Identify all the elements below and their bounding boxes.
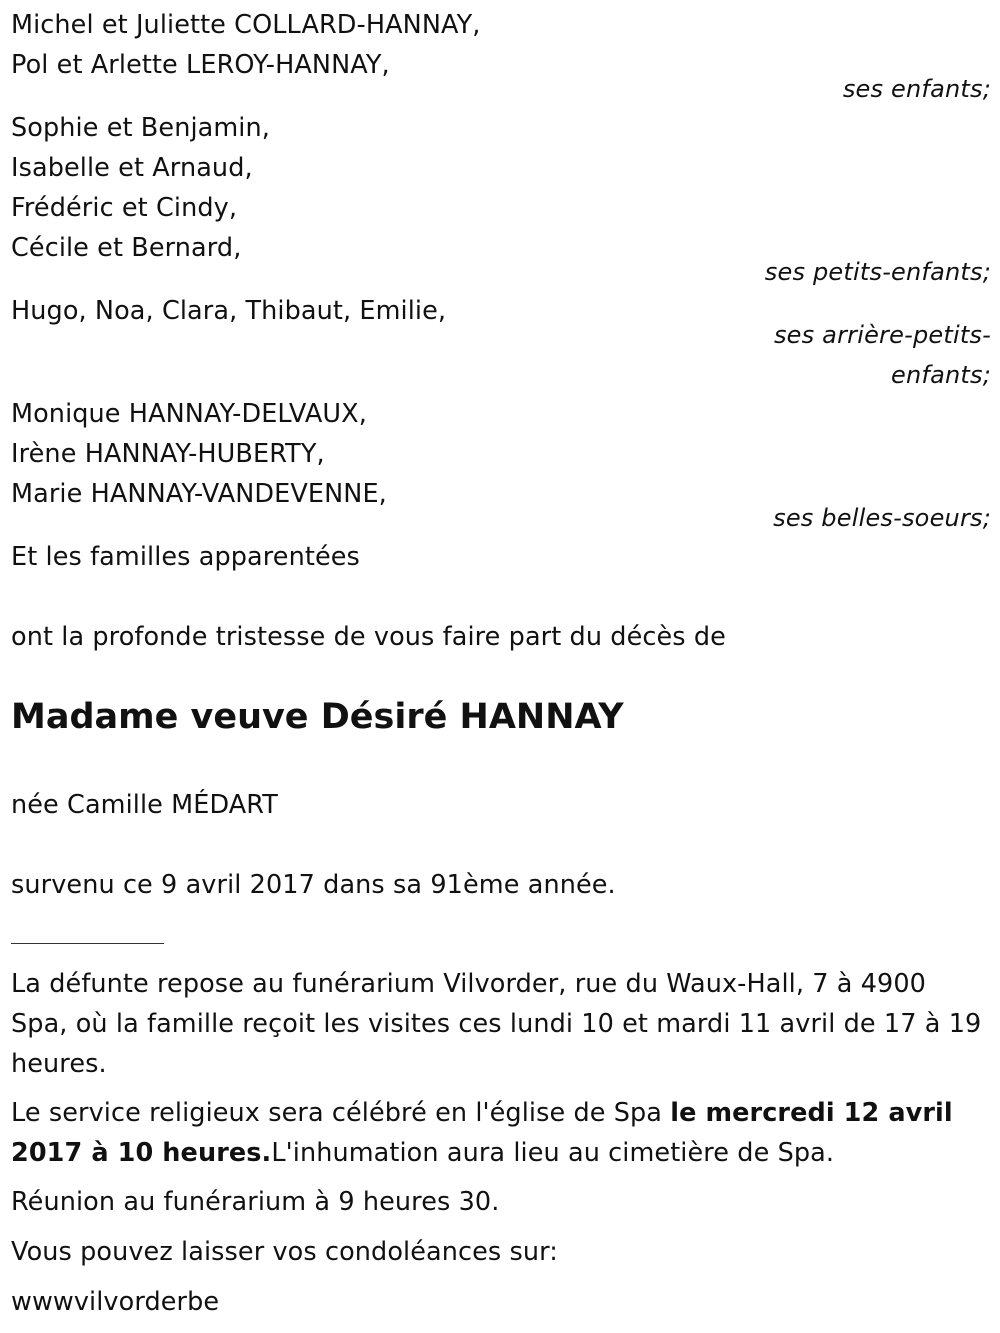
burial-text: L'inhumation aura lieu au cimetière de Spa. — [271, 1138, 835, 1168]
separator-line — [11, 943, 164, 944]
announcement-text: ont la profonde tristesse de vous faire part du décès de — [11, 622, 726, 652]
family-line: Marie HANNAY-VANDEVENNE, — [11, 479, 387, 509]
death-date: survenu ce 9 avril 2017 dans sa 91ème année. — [11, 870, 616, 900]
family-line: Pol et Arlette LEROY-HANNAY, — [11, 50, 390, 80]
relation-label: ses belles-soeurs; — [773, 504, 991, 532]
family-line: Sophie et Benjamin, — [11, 113, 270, 143]
maiden-name: née Camille MÉDART — [11, 790, 278, 820]
family-line: Monique HANNAY-DELVAUX, — [11, 399, 367, 429]
relation-label: ses arrière-petits- — [773, 321, 991, 349]
relation-label: ses enfants; — [842, 75, 991, 103]
family-line: Cécile et Bernard, — [11, 233, 242, 263]
reunion-info: Réunion au funérarium à 9 heures 30. — [11, 1187, 500, 1217]
family-line: Irène HANNAY-HUBERTY, — [11, 439, 325, 469]
extended-family-line: Et les familles apparentées — [11, 542, 360, 572]
website-link[interactable]: wwwvilvorderbe — [11, 1287, 220, 1317]
family-line: Michel et Juliette COLLARD-HANNAY, — [11, 10, 481, 40]
service-info — [11, 1093, 986, 1173]
service-text: Le service religieux sera célébré en l'église de Spa — [11, 1098, 671, 1128]
family-line: Hugo, Noa, Clara, Thibaut, Emilie, — [11, 296, 447, 326]
relation-label: ses petits-enfants; — [764, 258, 991, 286]
service-date: le mercredi 12 avril 2017 à 10 heures. — [11, 1098, 953, 1168]
family-line: Frédéric et Cindy, — [11, 193, 238, 223]
viewing-info: La défunte repose au funérarium Vilvorder, rue du Waux-Hall, 7 à 4900 Spa, où la famille reçoit les visites ces lundi 10 et mardi 11 avril de 17 à 19 heures. — [11, 969, 982, 1079]
relation-label: enfants; — [891, 361, 991, 389]
deceased-name: Madame veuve Désiré HANNAY — [11, 697, 624, 737]
condolences-text: Vous pouvez laisser vos condoléances sur: — [11, 1237, 558, 1267]
family-line: Isabelle et Arnaud, — [11, 153, 253, 183]
